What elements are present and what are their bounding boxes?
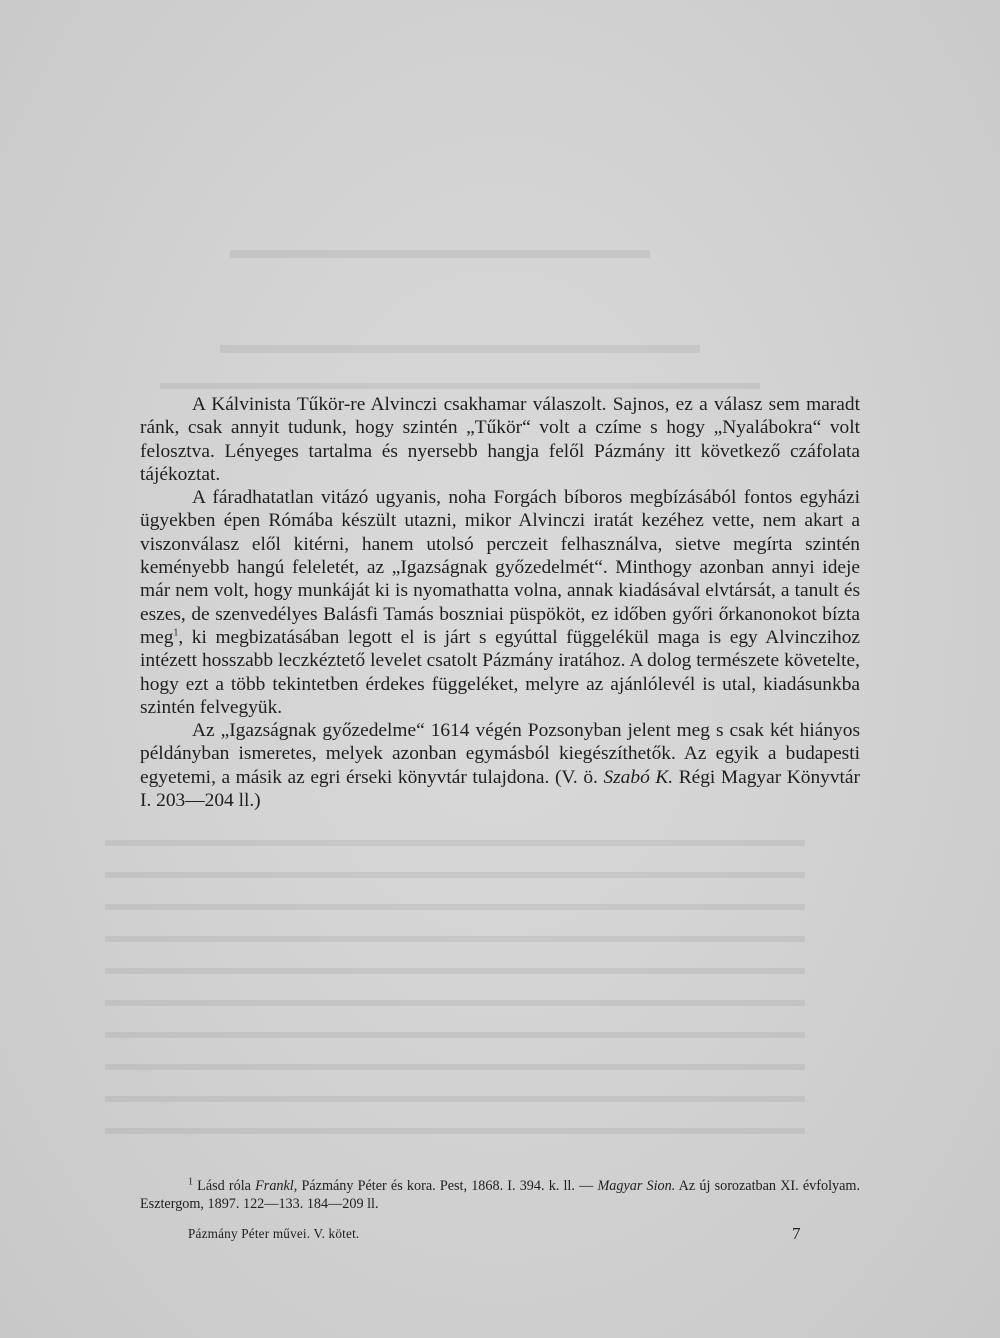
page-number: 7 <box>792 1224 801 1243</box>
footnote-reference: 1 <box>173 627 179 639</box>
paragraph-1: A Kálvinista Tűkör-re Alvinczi csakhamar válaszolt. Sajnos, ez a válasz sem maradt ránk, csak annyit tudunk, hogy szintén „Tűkör“ volt a czíme s hogy „Nyalábokra“ volt felosztva. Lényeges tartalma és nyersebb hangja felől Pázmány itt következő czáfolata tájékoztat. <box>140 394 860 485</box>
paragraph-3-end: Régi Magyar Könyvtár I. 203—204 ll.) <box>140 766 860 812</box>
footnote-text-3: Az új sorozatban XI. évfolyam. Esztergom, 1897. 122—133. 184—209 ll. <box>140 1178 860 1212</box>
footnotes <box>140 1177 860 1213</box>
cited-author: Szabó K. <box>603 766 674 788</box>
body-text <box>140 393 860 812</box>
paragraph-3 <box>140 719 860 812</box>
footnote-text-1: Lásd róla <box>193 1178 256 1194</box>
footnote-author: Frankl, <box>255 1178 298 1194</box>
paragraph-2-text: A fáradhatatlan vitázó ugyanis, noha Forgách bíboros megbízásából fontos egyházi ügyekben épen Rómába készült utazni, mikor Alvinczi iratát kezéhez vette, nem akart a viszonválasz elől kitérni, hanem utolsó perczeit felhasználva, sietve megírta szintén keményebb hangú feleletét, az „Igazságnak győzedelmét“. Minthogy azonban annyi ideje már nem volt, hogy munkáját ki is nyomathatta volna, annak kiadásával elvtársát, a tanult és eszes, de szenvedélyes Balásfi Tamás boszniai püspököt, ez időben győri őrkanonokot bízta meg <box>140 487 860 648</box>
footnote-text-2: Pázmány Péter és kora. Pest, 1868. I. 394. k. ll. — <box>297 1178 598 1194</box>
paragraph-3-text: Az „Igazságnak győzedelme“ 1614 végén Pozsonyban jelent meg s csak két hiányos példányban ismeretes, melyek azonban egymásból kiegészíthetők. Az egyik a budapesti egyetemi, a másik az egri érseki könyvtár tulajdona. (V. ö. <box>140 720 860 788</box>
footnote-marker: 1 <box>188 1176 193 1188</box>
footnote-1 <box>140 1177 860 1213</box>
paragraph-2 <box>140 486 860 719</box>
printer-signature: Pázmány Péter művei. V. kötet. <box>188 1226 360 1241</box>
footnote-journal: Magyar Sion. <box>597 1178 676 1194</box>
paragraph-2-continuation: , ki megbizatásában legott el is járt s egyúttal függelékül maga is egy Alvinczihoz intézett hosszabb leczkéztető levelet csatolt Pázmány iratához. A dolog természete követelte, hogy ezt a több tekintetben érdekes függeléket, melyre az ajánlólevél is utal, kiadásunkba szintén felvegyük. <box>140 626 860 718</box>
